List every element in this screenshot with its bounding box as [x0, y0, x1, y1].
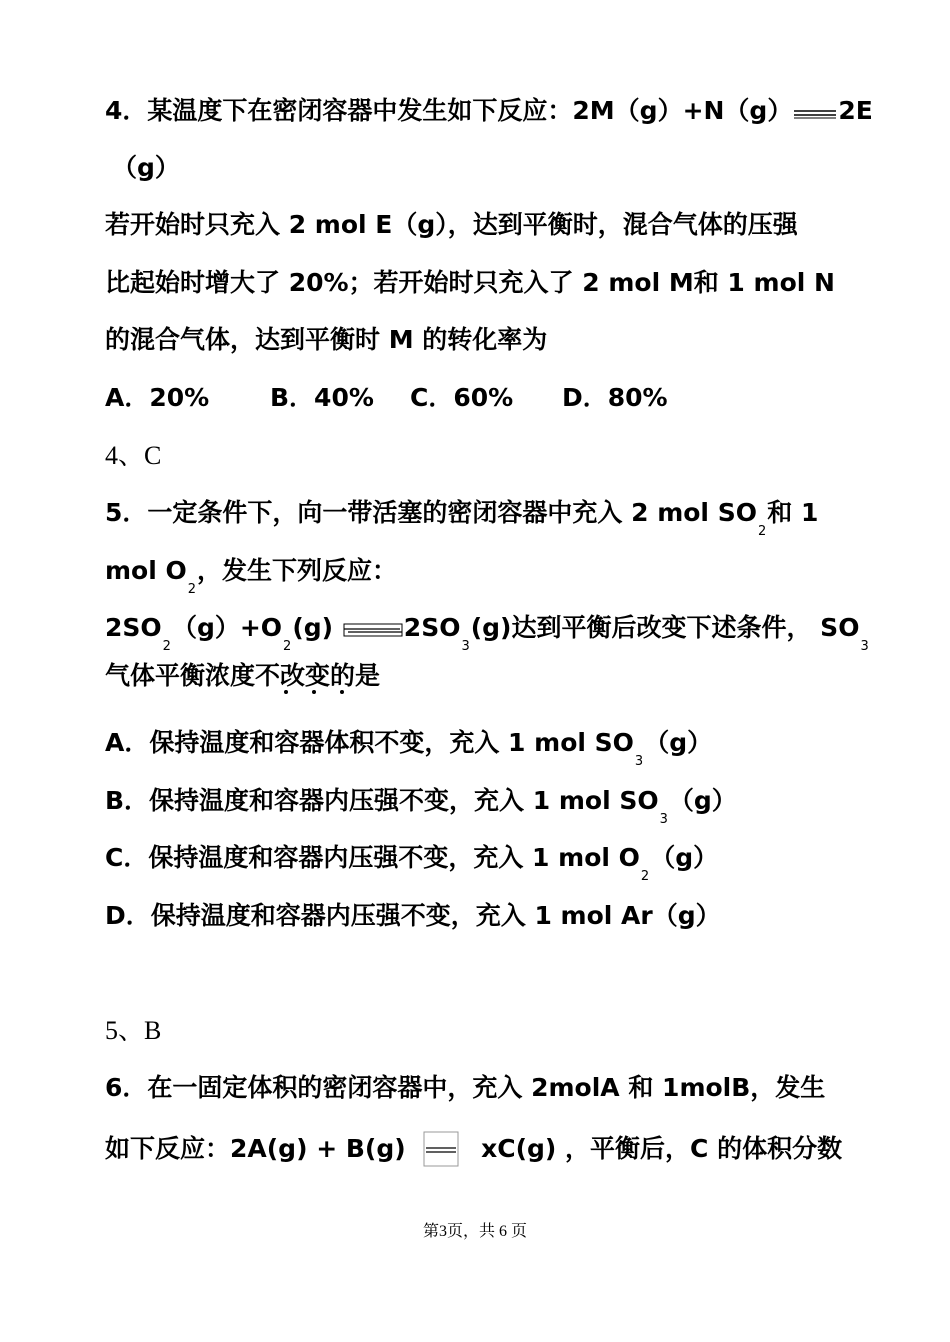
q4-option-a: A．20%: [105, 383, 210, 412]
q5-line-2: [105, 555, 398, 597]
q5-line-4: 气体平衡浓度不改变的是: [105, 661, 381, 690]
q6-line-2-end: xC(g) ，平衡后，C 的体积分数: [481, 1134, 843, 1163]
subscript: 2: [757, 524, 767, 539]
emphasis-dot: [284, 690, 288, 694]
q6-line-1: 6．在一固定体积的密闭容器中，充入 2molA 和 1molB，发生: [105, 1073, 826, 1102]
q5-line-2-text: mol O: [105, 556, 187, 585]
q5-option-b: [105, 785, 737, 827]
q6-line-2-text: 如下反应：2A(g) + B(g): [105, 1134, 406, 1163]
q4-line-1-product: 2E: [838, 96, 873, 125]
q5-option-a-end: （g）: [644, 728, 713, 757]
page-footer: 第3页，共 6 页: [422, 1223, 527, 1240]
q4-line-1: [105, 95, 873, 127]
q5-option-b-end: （g）: [668, 786, 737, 815]
q5-option-b-text: B．保持温度和容器内压强不变，充入 1 mol SO: [105, 786, 659, 815]
eq-part: 2SO: [105, 613, 162, 642]
q5-answer: 5、B: [105, 1016, 162, 1045]
eq-part: (g): [292, 613, 334, 642]
q5-option-a: [105, 727, 713, 769]
subscript: 2: [283, 639, 292, 654]
emphasis-dot: [340, 690, 344, 694]
q5-option-c-text: C．保持温度和容器内压强不变，充入 1 mol O: [105, 843, 640, 872]
equilibrium-arrow-icon: [342, 616, 404, 642]
equilibrium-arrow-icon: [422, 1130, 464, 1170]
q4-answer: 4、C: [105, 441, 162, 470]
eq-part: 2SO: [403, 613, 461, 642]
q5-option-a-text: A．保持温度和容器体积不变，充入 1 mol SO: [105, 728, 634, 757]
q5-option-c-end: （g）: [650, 843, 719, 872]
eq-part: (g)达到平衡后改变下述条件， SO: [470, 613, 860, 642]
q5-equation: [105, 612, 870, 654]
eq-part: （g）+O: [171, 613, 283, 642]
subscript: 3: [461, 639, 470, 654]
q4-options: [105, 382, 668, 414]
subscript: 3: [860, 639, 869, 654]
subscript: 3: [659, 812, 668, 827]
q4-line-3: 若开始时只充入 2 mol E（g），达到平衡时，混合气体的压强: [105, 210, 798, 239]
q5-line-2-end: ，发生下列反应：: [197, 556, 398, 585]
q4-line-4: 比起始时增大了 20%；若开始时只充入了 2 mol M和 1 mol N: [105, 268, 835, 297]
q4-option-c: C．60%: [410, 383, 514, 412]
q6-line-2: [105, 1130, 842, 1170]
q4-line-5: 的混合气体，达到平衡时 M 的转化率为: [105, 325, 548, 354]
emphasis-dot: [312, 690, 316, 694]
q5-option-d: D．保持温度和容器内压强不变，充入 1 mol Ar（g）: [105, 901, 721, 930]
q5-option-c: [105, 842, 719, 884]
q4-line-2: （g）: [112, 153, 180, 182]
subscript: 3: [634, 754, 644, 769]
subscript: 2: [640, 869, 650, 884]
q5-line-1-text: 5．一定条件下，向一带活塞的密闭容器中充入 2 mol SO: [105, 498, 757, 527]
subscript: 2: [187, 582, 197, 597]
q5-line-1-end: 和 1: [767, 498, 819, 527]
equilibrium-arrow-icon: [792, 102, 838, 122]
q5-line-1: [105, 497, 819, 539]
subscript: 2: [162, 639, 171, 654]
q4-option-d: D．80%: [562, 383, 668, 412]
q4-option-b: B．40%: [270, 383, 374, 412]
q4-line-1-text: 4．某温度下在密闭容器中发生如下反应：2M（g）+N（g）: [105, 96, 793, 125]
